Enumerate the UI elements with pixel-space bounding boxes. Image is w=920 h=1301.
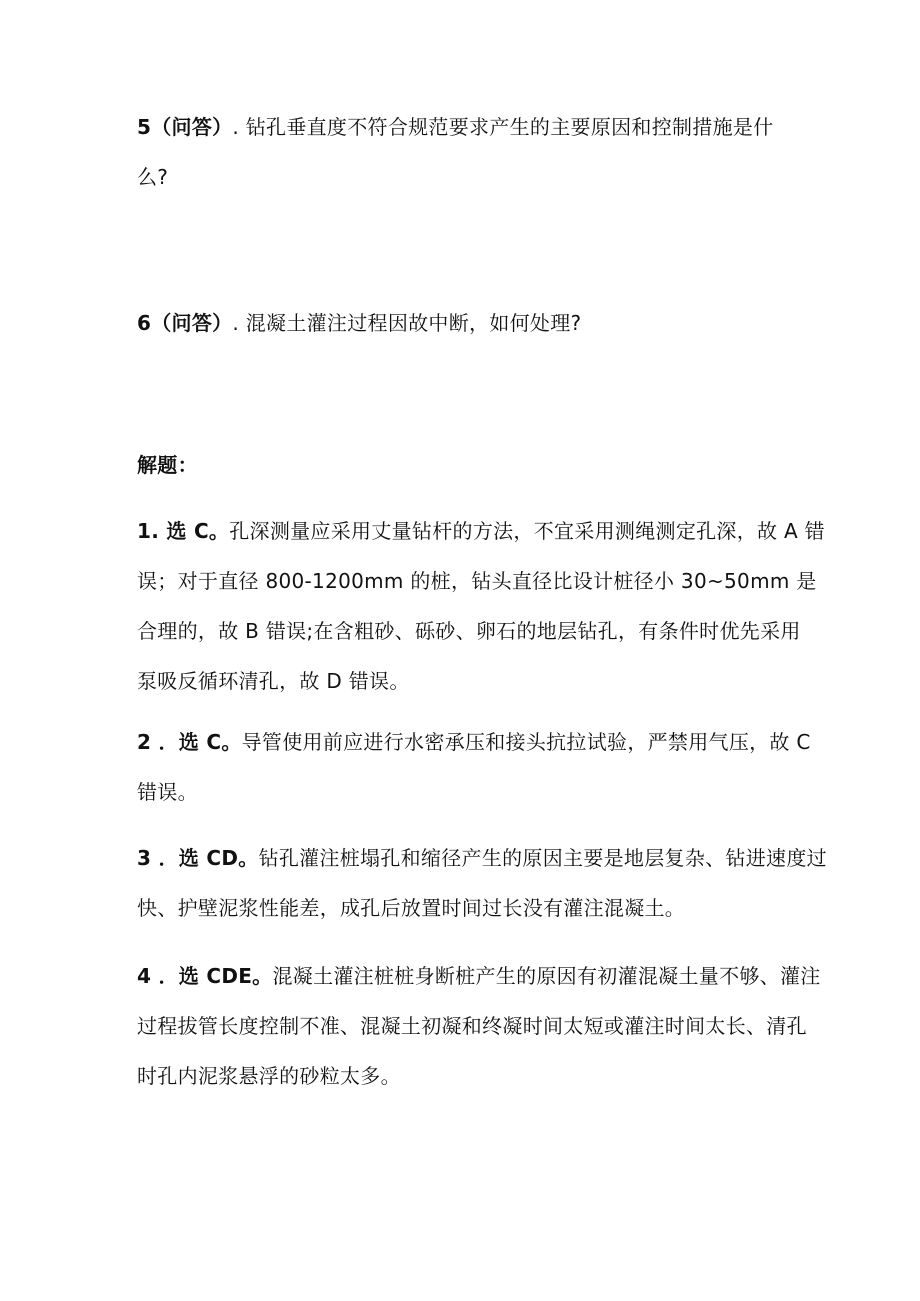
question-number: 6 (137, 311, 152, 335)
answer-1-line-2: 误；对于直径 800-1200mm 的桩，钻头直径比设计桩径小 30~50mm 是 (137, 569, 817, 593)
answer-1-line-3: 合理的，故 B 错误;在含粗砂、砾砂、卵石的地层钻孔，有条件时优先采用 (137, 619, 801, 643)
question-tag: （问答） (151, 311, 233, 335)
question-5-line-2: 么? (137, 165, 169, 189)
answer-3-line-1 (137, 833, 827, 883)
answer-text: 导管使用前应进行水密承压和接头抗拉试验，严禁用气压，故 C (241, 730, 811, 754)
answer-text: 混凝土灌注桩桩身断桩产生的原因有初灌混凝土量不够、灌注 (272, 964, 821, 988)
answer-3-line-2: 快、护壁泥浆性能差，成孔后放置时间过长没有灌注混凝土。 (137, 896, 686, 920)
solution-heading: 解题： (137, 453, 198, 477)
question-number: 5 (137, 115, 152, 139)
answer-4 (137, 951, 821, 1101)
question-6-line-1 (137, 298, 797, 348)
question-5-line-1 (137, 102, 797, 152)
answer-2 (137, 717, 811, 817)
answer-1 (137, 506, 825, 706)
question-5 (137, 102, 797, 202)
answer-2-line-2: 错误。 (137, 780, 198, 804)
answer-prefix: 4 ．选 CDE。 (137, 964, 273, 988)
answer-text: 孔深测量应采用丈量钻杆的方法，不宜采用测绳测定孔深，故 A 错 (229, 519, 825, 543)
answer-prefix: 3 ．选 CD。 (137, 846, 259, 870)
answer-1-line-1 (137, 506, 825, 556)
answer-1-line-4: 泵吸反循环清孔，故 D 错误。 (137, 669, 410, 693)
answer-prefix: 1. 选 C。 (137, 519, 230, 543)
answer-prefix: 2 ．选 C。 (137, 730, 242, 754)
answer-4-line-2: 过程拔管长度控制不准、混凝土初凝和终凝时间太短或灌注时间太长、清孔 (137, 1014, 807, 1038)
answer-3 (137, 833, 827, 933)
answer-text: 钻孔灌注桩塌孔和缩径产生的原因主要是地层复杂、钻进速度过 (258, 846, 827, 870)
question-6 (137, 298, 797, 348)
answer-2-line-1 (137, 717, 811, 767)
question-text: . 混凝土灌注过程因故中断，如何处理? (232, 311, 582, 335)
answer-4-line-1 (137, 951, 821, 1001)
question-tag: （问答） (151, 115, 233, 139)
answer-4-line-3: 时孔内泥浆悬浮的砂粒太多。 (137, 1064, 401, 1088)
question-text: . 钻孔垂直度不符合规范要求产生的主要原因和控制措施是什 (232, 115, 774, 139)
